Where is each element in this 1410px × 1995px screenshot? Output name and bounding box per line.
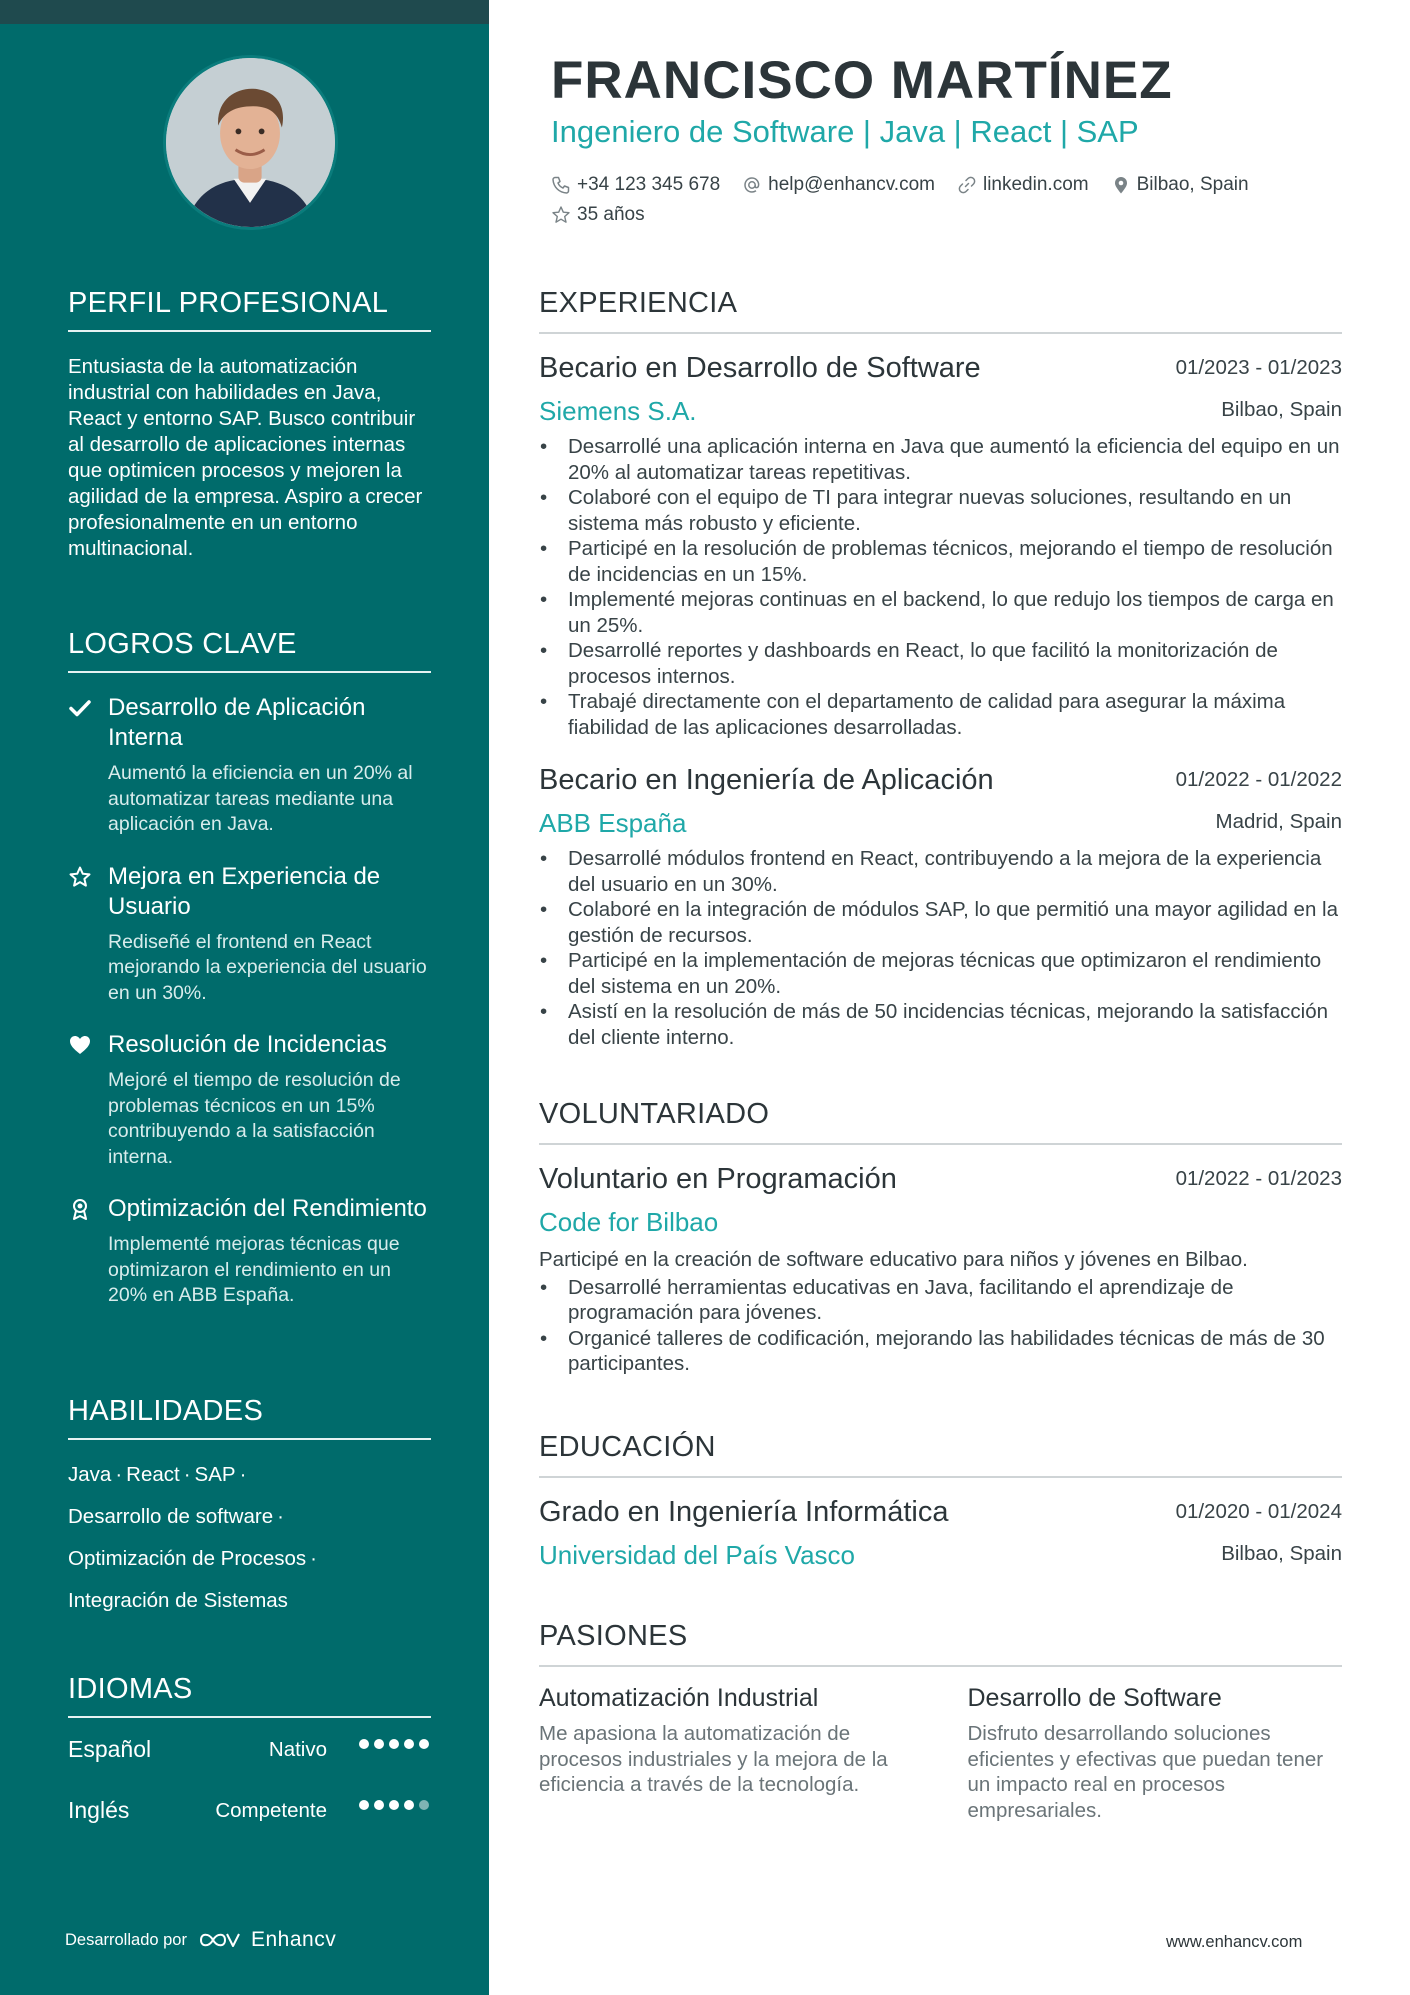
skills-heading: HABILIDADES xyxy=(68,1395,431,1440)
skills-list: Java · React · SAP · Desarrollo de software · Optimización de Procesos · Integración de Sistemas xyxy=(68,1463,317,1612)
enhancv-brand: Enhancv xyxy=(250,1928,337,1951)
skill-item: SAP xyxy=(194,1463,236,1486)
achievement-title: Mejora en Experiencia de Usuario xyxy=(108,862,381,920)
bullet-item: • Participé en la resolución de problemas técnicos, mejorando el tiempo de resolución de incidencias en un 15%. xyxy=(539,536,1342,587)
powered-by-label: Desarrollado por xyxy=(65,1930,187,1949)
bullet-item: • Implementé mejoras continuas en el backend, lo que redujo los tiempos de carga en un 25%. xyxy=(539,587,1342,638)
passion-item xyxy=(968,1681,1343,1823)
achievement-description: Rediseñé el frontend en React mejorando la experiencia del usuario en un 30%. xyxy=(108,930,427,1004)
passions-section xyxy=(539,1620,1342,1823)
job-location: Bilbao, Spain xyxy=(1221,398,1342,421)
education-heading: EDUCACIÓN xyxy=(539,1431,1342,1478)
experience-heading: EXPERIENCIA xyxy=(539,287,1342,334)
achievement-title: Resolución de Incidencias xyxy=(108,1031,387,1058)
link-icon xyxy=(957,175,977,195)
powered-by xyxy=(65,1928,336,1952)
job-title: Becario en Ingeniería de Aplicación xyxy=(539,764,994,796)
achievements-heading: LOGROS CLAVE xyxy=(68,628,431,673)
languages-section xyxy=(68,1673,431,1840)
heart-icon xyxy=(68,1033,92,1057)
bullet-item: • Desarrollé una aplicación interna en Java que aumentó la eficiencia del equipo en un 20% al automatizar tareas repetitivas. xyxy=(539,434,1342,485)
achievement-description: Mejoré el tiempo de resolución de problemas técnicos en un 15% contribuyendo a la satisfacción interna. xyxy=(108,1069,401,1168)
job-location: Madrid, Spain xyxy=(1215,810,1342,833)
volunteer-bullets xyxy=(539,1275,1342,1377)
achievement-item xyxy=(68,1194,431,1309)
sidebar xyxy=(0,0,489,1995)
sidebar-top-bar xyxy=(0,0,489,24)
website-link[interactable]: www.enhancv.com xyxy=(1166,1933,1303,1951)
linkedin-text: linkedin.com xyxy=(982,174,1089,195)
language-row xyxy=(68,1785,431,1840)
language-level: Competente xyxy=(215,1799,327,1822)
skill-item: React xyxy=(126,1463,180,1486)
profile-section xyxy=(68,287,431,562)
bullet-item: • Participé en la implementación de mejoras técnicas que optimizaron el rendimiento del sistema en un 20%. xyxy=(539,948,1342,999)
passions-heading: PASIONES xyxy=(539,1620,1342,1667)
achievements-section xyxy=(68,628,431,1309)
achievement-title: Desarrollo de Aplicación Interna xyxy=(108,694,366,751)
contact-info xyxy=(551,170,1341,230)
volunteer-dates: 01/2022 - 01/2023 xyxy=(1175,1167,1342,1190)
passion-description: Disfruto desarrollando soluciones eficientes y efectivas que puedan tener un impacto real en procesos empresariales. xyxy=(967,1722,1324,1822)
location-pin-icon xyxy=(1111,175,1131,195)
bullet-item: • Organicé talleres de codificación, mejorando las habilidades técnicas de más de 30 participantes. xyxy=(539,1326,1342,1377)
candidate-role: Ingeniero de Software | Java | React | SAP xyxy=(551,114,1139,149)
experience-entry xyxy=(539,352,1342,740)
profile-photo xyxy=(163,55,338,230)
degree-title: Grado en Ingeniería Informática xyxy=(539,1496,949,1528)
achievement-title: Optimización del Rendimiento xyxy=(108,1195,427,1222)
organization-name: Code for Bilbao xyxy=(539,1207,719,1237)
job-dates: 01/2023 - 01/2023 xyxy=(1175,356,1342,379)
job-bullets xyxy=(539,434,1342,740)
languages-heading: IDIOMAS xyxy=(68,1673,431,1718)
enhancv-logo-icon xyxy=(197,1928,241,1952)
language-name: Español xyxy=(68,1736,152,1762)
bullet-item: • Trabajé directamente con el departamento de calidad para asegurar la máxima fiabilidad de las aplicaciones desarrolladas. xyxy=(539,689,1342,740)
education-dates: 01/2020 - 01/2024 xyxy=(1175,1500,1342,1523)
institution-name: Universidad del País Vasco xyxy=(539,1540,856,1570)
email-text: help@enhancv.com xyxy=(768,174,935,195)
volunteering-section xyxy=(539,1098,1342,1377)
passion-description: Me apasiona la automatización de procesos industriales y la mejora de la eficiencia a través de la tecnología. xyxy=(539,1722,888,1796)
skill-item: Java xyxy=(68,1463,112,1486)
education-section xyxy=(539,1431,1342,1576)
bullet-item: • Colaboré en la integración de módulos SAP, lo que permitió una mayor agilidad en la gestión de recursos. xyxy=(539,897,1342,948)
email-contact[interactable] xyxy=(742,174,935,196)
passion-title: Desarrollo de Software xyxy=(967,1684,1222,1712)
company-name: ABB España xyxy=(539,808,687,838)
bullet-item: • Desarrollé herramientas educativas en Java, facilitando el aprendizaje de programación para jóvenes. xyxy=(539,1275,1342,1326)
profile-summary: Entusiasta de la automatización industrial con habilidades en Java, React y entorno SAP. Busco contribuir al desarrollo de aplicaciones internas que optimicen procesos y mejoren la agilidad de la empresa. Aspiro a crecer profesionalmente en un entorno multinacional. xyxy=(68,355,423,560)
volunteering-heading: VOLUNTARIADO xyxy=(539,1098,1342,1145)
experience-section xyxy=(539,287,1342,1050)
job-title: Becario en Desarrollo de Software xyxy=(539,352,981,384)
achievement-description: Aumentó la eficiencia en un 20% al automatizar tareas mediante una aplicación en Java. xyxy=(108,762,413,835)
location-contact xyxy=(1111,174,1249,196)
bullet-item: • Desarrollé módulos frontend en React, contribuyendo a la mejora de la experiencia del usuario en un 30%. xyxy=(539,846,1342,897)
language-row xyxy=(68,1724,431,1779)
volunteer-title: Voluntario en Programación xyxy=(539,1163,897,1195)
bullet-item: • Asistí en la resolución de más de 50 incidencias técnicas, mejorando la satisfacción del cliente interno. xyxy=(539,999,1342,1050)
check-icon xyxy=(68,696,92,720)
achievement-item xyxy=(68,1030,431,1170)
bullet-item: • Desarrollé reportes y dashboards en React, lo que facilitó la monitorización de procesos internos. xyxy=(539,638,1342,689)
language-rating xyxy=(359,1800,429,1810)
experience-entry xyxy=(539,764,1342,1050)
job-bullets xyxy=(539,846,1342,1050)
achievement-item xyxy=(68,693,431,838)
company-name: Siemens S.A. xyxy=(539,396,697,426)
candidate-name: FRANCISCO MARTÍNEZ xyxy=(551,51,1173,110)
job-dates: 01/2022 - 01/2022 xyxy=(1175,768,1342,791)
skill-item: Integración de Sistemas xyxy=(68,1589,288,1612)
achievement-description: Implementé mejoras técnicas que optimizaron el rendimiento en un 20% en ABB España. xyxy=(108,1233,400,1306)
phone-icon xyxy=(551,175,571,195)
star-icon xyxy=(551,205,571,225)
age-contact xyxy=(551,204,645,226)
achievement-item xyxy=(68,862,431,1007)
volunteer-description: Participé en la creación de software educativo para niños y jóvenes en Bilbao. xyxy=(539,1248,1248,1271)
language-name: Inglés xyxy=(68,1797,130,1823)
at-sign-icon xyxy=(742,175,762,195)
education-entry xyxy=(539,1496,1342,1576)
skills-section xyxy=(68,1395,431,1622)
language-rating xyxy=(359,1739,429,1749)
linkedin-contact[interactable] xyxy=(957,174,1089,196)
education-location: Bilbao, Spain xyxy=(1221,1542,1342,1565)
award-icon xyxy=(68,1197,92,1221)
profile-heading: PERFIL PROFESIONAL xyxy=(68,287,431,332)
bullet-item: • Colaboré con el equipo de TI para integrar nuevas soluciones, resultando en un sistema más robusto y eficiente. xyxy=(539,485,1342,536)
skill-item: Optimización de Procesos xyxy=(68,1547,307,1570)
volunteering-entry xyxy=(539,1163,1342,1377)
passion-title: Automatización Industrial xyxy=(539,1684,819,1712)
location-text: Bilbao, Spain xyxy=(1136,174,1249,195)
skill-item: Desarrollo de software xyxy=(68,1505,274,1528)
passion-item xyxy=(539,1681,914,1823)
age-text: 35 años xyxy=(577,204,645,225)
phone-text: +34 123 345 678 xyxy=(577,174,721,195)
language-level: Nativo xyxy=(268,1738,327,1761)
phone-contact xyxy=(551,174,720,196)
star-icon xyxy=(68,865,92,889)
